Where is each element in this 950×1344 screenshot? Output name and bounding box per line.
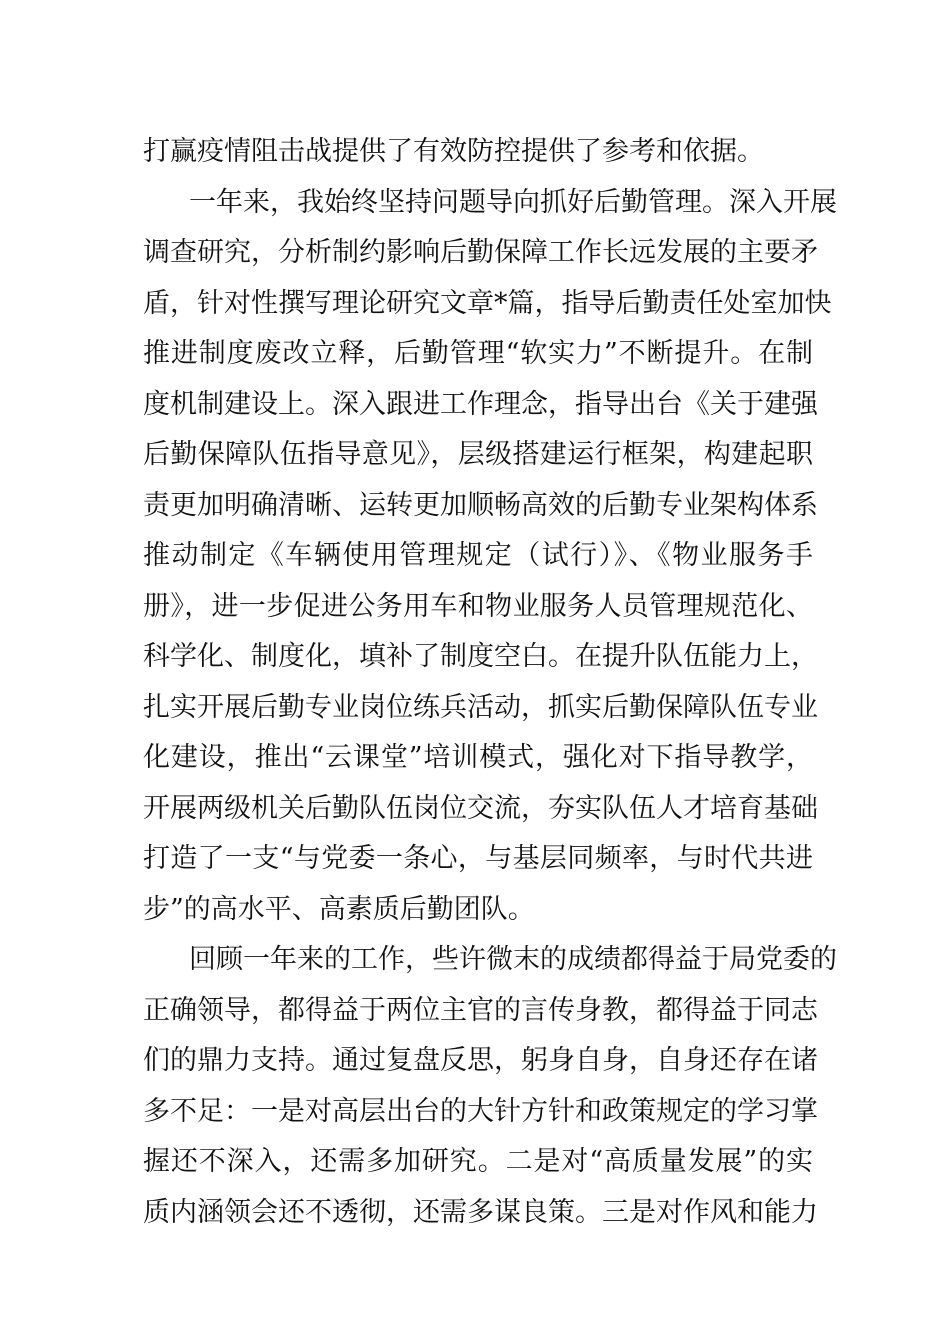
paragraph-2-line-2: 调查研究，分析制约影响后勤保障工作长远发展的主要矛 — [143, 237, 818, 268]
paragraph-2-line-15: 步”的高水平、高素质后勤团队。 — [143, 893, 535, 925]
paragraph-2-line-8: 推动制定《车辆使用管理规定（试行）》、《物业服务手 — [143, 540, 813, 571]
paragraph-3-line-1: 回顾一年来的工作，些许微末的成绩都得益于局党委的 — [189, 944, 837, 975]
paragraph-2-line-12: 化建设，推出“云课堂”培训模式，强化对下指导教学， — [143, 742, 813, 773]
paragraph-1-line-1: 打赢疫情阻击战提供了有效防控提供了参考和依据。 — [143, 136, 764, 167]
document-body — [143, 127, 837, 1238]
paragraph-2-line-6: 后勤保障队伍指导意见》，层级搭建运行框架，构建起职 — [143, 439, 813, 470]
paragraph-2-line-7: 责更加明确清晰、运转更加顺畅高效的后勤专业架构体系 — [143, 489, 818, 521]
paragraph-3-line-3: 们的鼎力支持。通过复盘反思，躬身自身，自身还存在诸 — [143, 1045, 818, 1076]
paragraph-3-line-6: 质内涵领会还不透彻，还需多谋良策。三是对作风和能力 — [143, 1196, 818, 1228]
paragraph-2-line-11: 扎实开展后勤专业岗位练兵活动，抓实后勤保障队伍专业 — [143, 691, 818, 723]
paragraph-2-line-5: 度机制建设上。深入跟进工作理念，指导出台《关于建强 — [143, 388, 818, 420]
paragraph-2-line-13: 开展两级机关后勤队伍岗位交流，夯实队伍人才培育基础 — [143, 792, 818, 824]
paragraph-2-line-4: 推进制度废改立释，后勤管理“软实力”不断提升。在制 — [143, 338, 813, 369]
paragraph-2-line-1: 一年来，我始终坚持问题导向抓好后勤管理。深入开展 — [189, 186, 837, 218]
paragraph-2-line-3: 盾，针对性撰写理论研究文章*篇，指导后勤责任处室加快 — [143, 287, 832, 319]
paragraph-2-line-10: 科学化、制度化，填补了制度空白。在提升队伍能力上， — [143, 641, 818, 672]
paragraph-2-line-9: 册》，进一步促进公务用车和物业服务人员管理规范化、 — [143, 590, 813, 622]
paragraph-3-line-5: 握还不深入，还需多加研究。二是对“高质量发展”的实 — [143, 1146, 813, 1177]
paragraph-2-line-14: 打造了一支“与党委一条心，与基层同频率，与时代共进 — [143, 843, 813, 874]
paragraph-3-line-4: 多不足：一是对高层出台的大针方针和政策规定的学习掌 — [143, 1095, 818, 1127]
paragraph-3-line-2: 正确领导，都得益于两位主官的言传身教，都得益于同志 — [143, 994, 818, 1026]
